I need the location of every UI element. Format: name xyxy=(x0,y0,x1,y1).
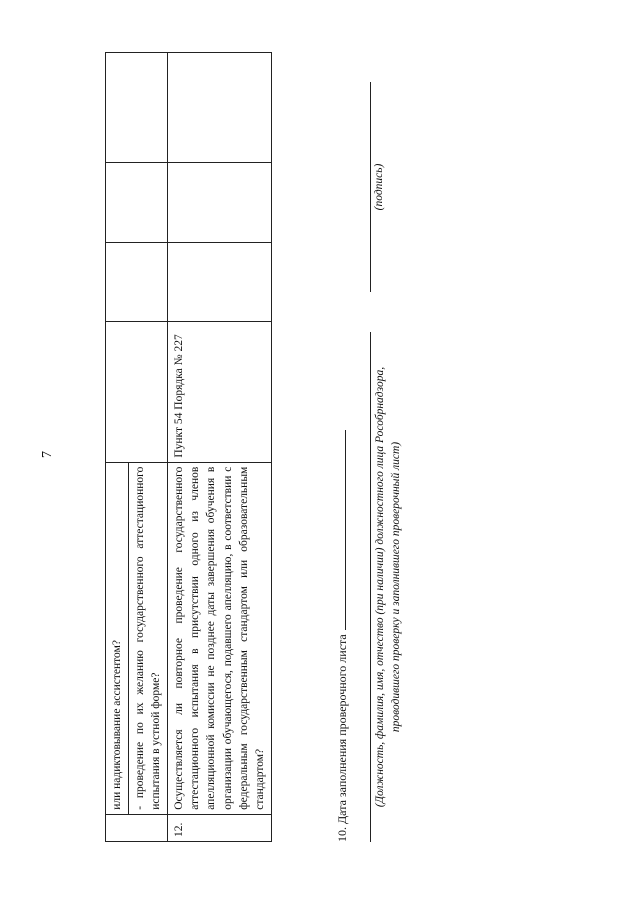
reference-cell xyxy=(106,322,168,462)
question-cell xyxy=(106,462,129,814)
question-cell xyxy=(168,462,272,814)
checklist-table xyxy=(105,52,272,842)
date-label: 10. Дата заполнения проверочного листа xyxy=(335,634,349,842)
answer-yes-cell xyxy=(106,242,168,322)
row-number-cell xyxy=(168,814,272,841)
page-number: 7 xyxy=(40,451,55,458)
reference-cell xyxy=(168,322,272,462)
reference-text: Пункт 54 Порядка № 227 xyxy=(173,334,186,458)
date-blank-line xyxy=(345,430,346,630)
answer-no-cell xyxy=(168,163,272,243)
rotated-content xyxy=(40,52,600,852)
position-label: (Должность, фамилия, имя, отчество (при наличии) должностного лица Рособрнадзора, проводившего проверку и заполнившего проверочный лист) xyxy=(374,366,402,808)
question-text: - проведение по их желанию государственного аттестационного испытания в устной форме? xyxy=(134,466,163,810)
answer-na-cell xyxy=(168,53,272,163)
row-number: 12. xyxy=(173,822,186,837)
table-row xyxy=(106,53,129,842)
signature-label: (подпись) xyxy=(373,163,385,211)
table-row xyxy=(168,53,272,842)
date-field xyxy=(335,430,350,842)
row-number-cell xyxy=(106,814,168,841)
question-cell xyxy=(129,462,168,814)
signature-line xyxy=(370,82,371,292)
question-text: или надиктовывание ассистентом? xyxy=(111,640,123,810)
answer-yes-cell xyxy=(168,242,272,322)
answer-na-cell xyxy=(106,53,168,163)
signature-position-line xyxy=(370,332,371,842)
answer-no-cell xyxy=(106,163,168,243)
question-text: Осуществляется ли повторное проведение государственного аттестационного испытания в присутствии одного из членов апелляционной комиссии не позднее даты завершения обучения в организации обучающегося, подавшего апелляцию, в соответствии с федеральным государственным стандартом или образовательным стандартом? xyxy=(173,466,266,810)
